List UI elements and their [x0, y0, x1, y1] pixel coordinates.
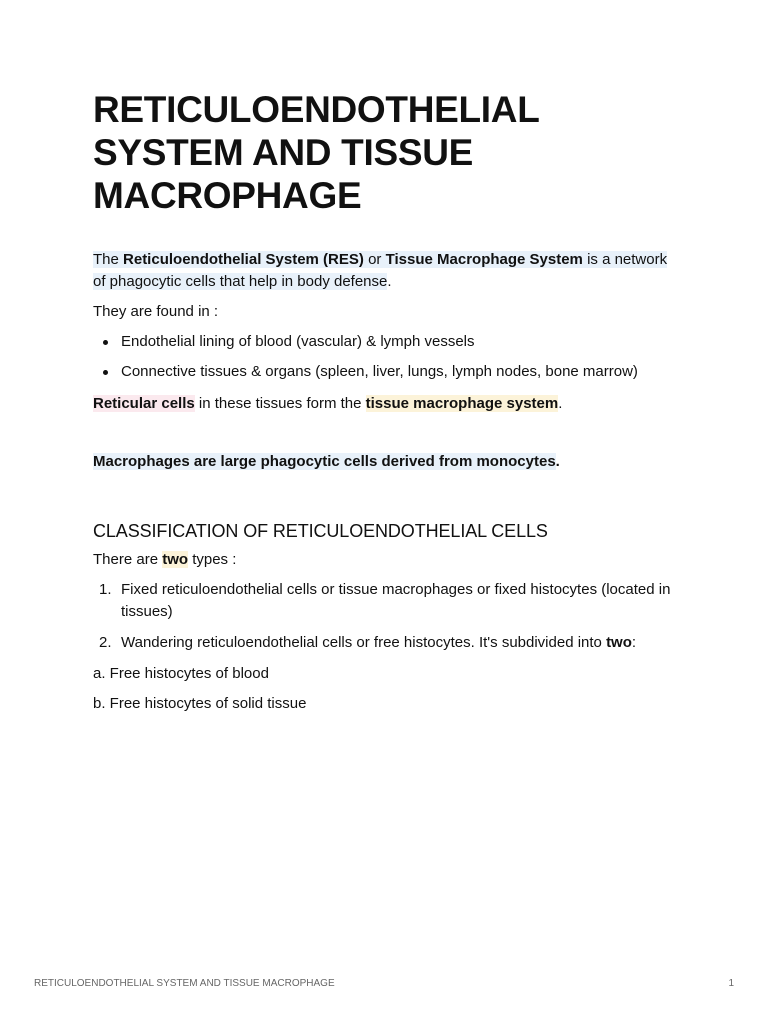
- intro-bold-tms: Tissue Macrophage System: [385, 251, 583, 268]
- reticular-paragraph: [93, 393, 673, 415]
- classification-list: [93, 579, 673, 654]
- list-item-text: Fixed reticuloendothelial cells or tissue macrophages or fixed histocytes (located in tissues): [121, 581, 671, 620]
- location-list: [93, 331, 673, 383]
- two-bold: two: [162, 551, 189, 568]
- tissue-macrophage-bold: tissue macrophage system: [365, 395, 559, 412]
- list-item-bold: two: [606, 634, 632, 651]
- list-item-tail: :: [631, 634, 637, 651]
- intro-text: is a network of phagocytic cells that help in body defense: [93, 251, 668, 290]
- reticular-period: .: [558, 395, 563, 412]
- list-item: Endothelial lining of blood (vascular) & lymph vessels: [121, 331, 673, 353]
- intro-highlight: [93, 251, 667, 290]
- intro-paragraph: [93, 249, 673, 293]
- macrophages-bold: Macrophages are large phagocytic cells derived from monocytes: [93, 453, 556, 470]
- list-item: [99, 632, 673, 654]
- macrophages-paragraph: [93, 451, 673, 473]
- classification-heading: CLASSIFICATION OF RETICULOENDOTHELIAL CELLS: [93, 521, 548, 541]
- types-text: types :: [188, 551, 237, 568]
- reticular-text: in these tissues form the: [194, 395, 366, 412]
- list-item-text: Wandering reticuloendothelial cells or free histocytes. It's subdivided into: [121, 634, 607, 651]
- list-number: 2.: [99, 634, 112, 651]
- document-page: [93, 88, 673, 723]
- list-number: 1.: [99, 581, 112, 598]
- macrophages-period: .: [555, 453, 560, 470]
- reticular-cells-bold: Reticular cells: [93, 395, 195, 412]
- list-item: [99, 579, 673, 623]
- page-title: [93, 88, 673, 217]
- page-footer: [34, 977, 734, 991]
- title-line: MACROPHAGE: [93, 175, 362, 216]
- list-item: Connective tissues & organs (spleen, liver, lungs, lymph nodes, bone marrow): [121, 361, 673, 383]
- subtype-line: a. Free histocytes of blood: [93, 665, 269, 682]
- subtype-line: b. Free histocytes of solid tissue: [93, 695, 307, 712]
- title-line: RETICULOENDOTHELIAL: [93, 89, 540, 130]
- types-intro: [93, 549, 673, 571]
- intro-bold-res: Reticuloendothelial System (RES): [123, 251, 364, 268]
- intro-text: The: [93, 251, 124, 268]
- title-line: SYSTEM AND TISSUE: [93, 132, 474, 173]
- types-text: There are: [93, 551, 163, 568]
- found-in-text: They are found in :: [93, 303, 219, 320]
- footer-title: RETICULOENDOTHELIAL SYSTEM AND TISSUE MACROPHAGE: [34, 978, 335, 989]
- intro-text: or: [363, 251, 386, 268]
- page-number: 1: [728, 978, 734, 989]
- intro-period: .: [387, 273, 392, 290]
